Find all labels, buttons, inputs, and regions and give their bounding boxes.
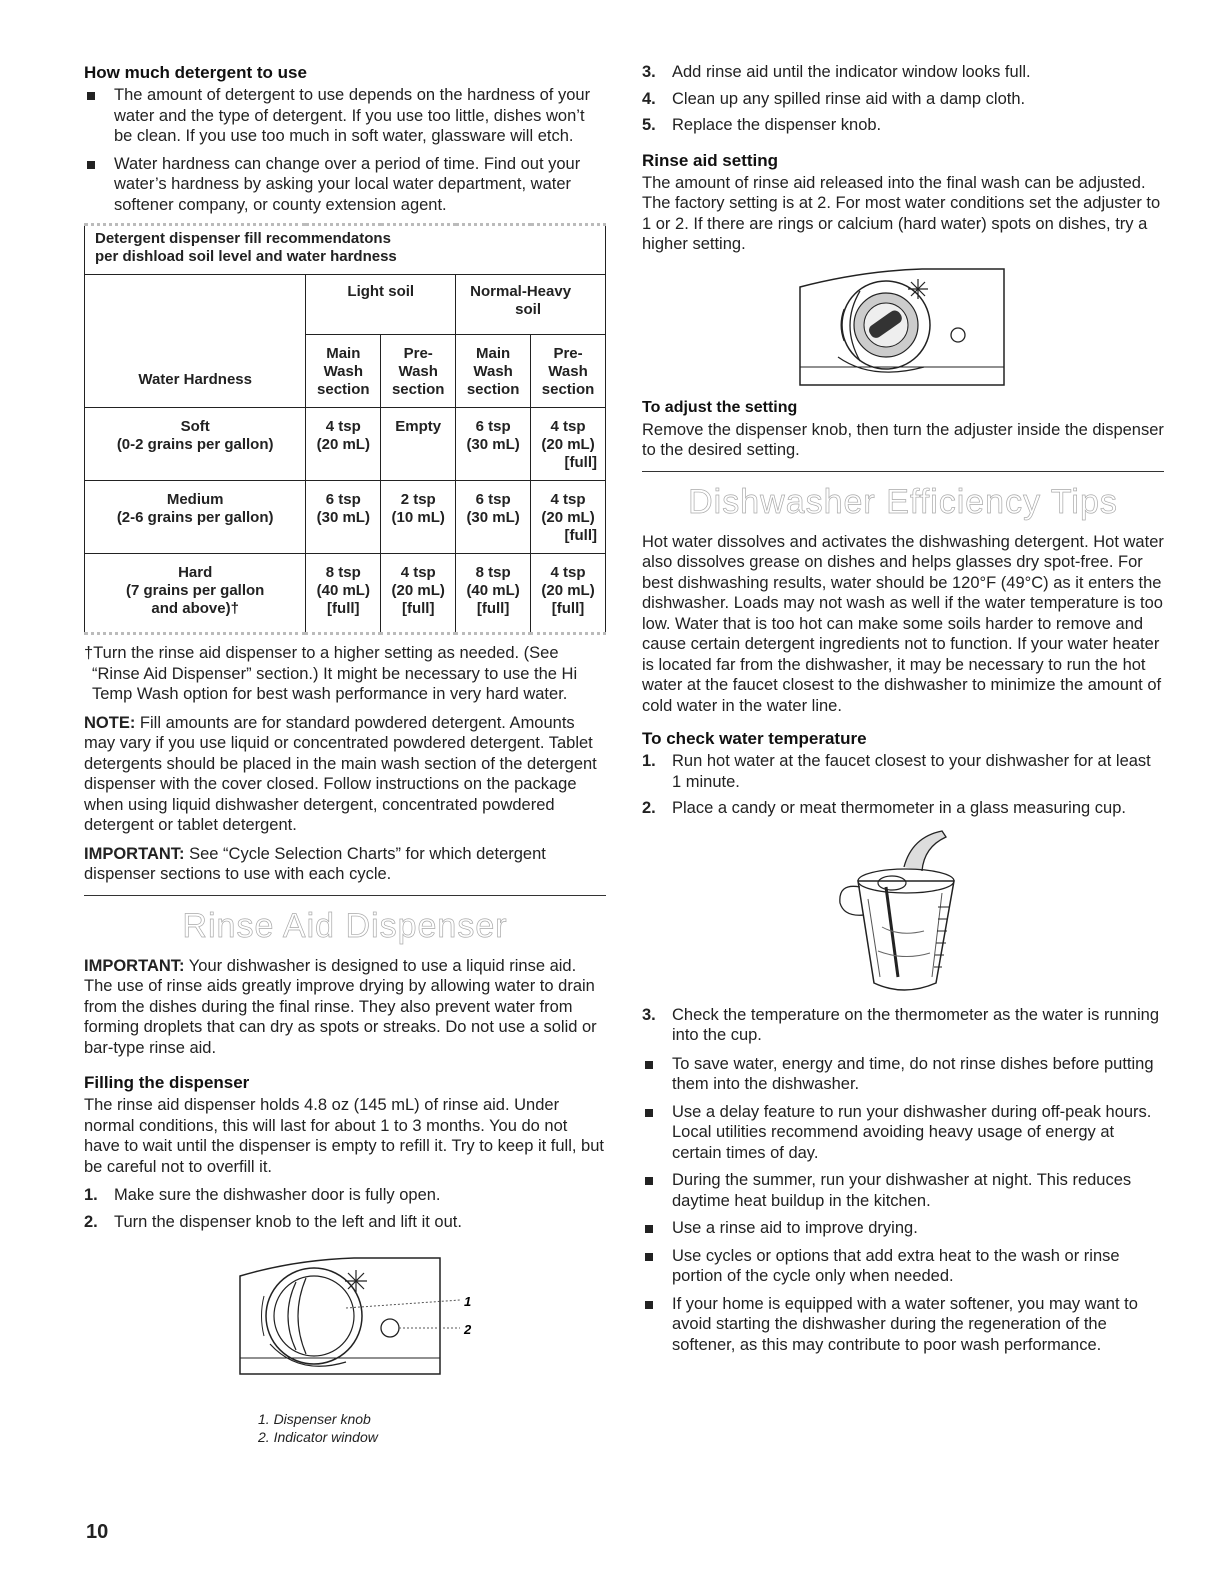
right-column bbox=[642, 62, 1164, 1363]
adjust-setting-paragraph: Remove the dispenser knob, then turn the adjuster inside the dispenser to the desired setting. bbox=[642, 420, 1164, 459]
note-paragraph: NOTE: Fill amounts are for standard powdered detergent. Amounts may vary if you use liquid or concentrated powdered detergent. Tablet detergents should be placed in the main wash section of the detergent dispenser with the cover closed. Follow instructions on the package when using liquid dishwasher detergent, concentrated powdered detergent or tablet detergent. bbox=[84, 713, 597, 834]
sub-header-pre-wash: Pre- Wash section bbox=[381, 335, 456, 408]
rinse-aid-title: Rinse Aid Dispenser bbox=[182, 906, 508, 945]
list-item: Water hardness can change over a period of time. Find out your water’s hardness by asking your local water department, water softener company, or county extension agent. bbox=[84, 154, 606, 216]
detergent-table bbox=[84, 223, 606, 635]
adjust-setting-heading: To adjust the setting bbox=[642, 398, 798, 416]
page-number: 10 bbox=[86, 1521, 109, 1543]
list-item: 2. Turn the dispenser knob to the left and lift it out. bbox=[84, 1212, 462, 1231]
list-item: 1. Run hot water at the faucet closest to your dishwasher for at least 1 minute. bbox=[642, 752, 1151, 791]
table-row bbox=[85, 408, 606, 481]
row-label: Hard (7 grains per gallon and above)† bbox=[85, 554, 306, 634]
table-caption bbox=[85, 225, 606, 275]
callout-2: 2 bbox=[464, 1322, 472, 1337]
filling-steps bbox=[84, 1185, 606, 1232]
left-column bbox=[84, 62, 606, 1446]
thermometer-cup-illustration bbox=[642, 827, 1164, 999]
list-item: 3. Add rinse aid until the indicator window looks full. bbox=[642, 63, 1031, 81]
table-cell: 4 tsp (20 mL) [full] bbox=[381, 554, 456, 634]
list-item: 1. Make sure the dishwasher door is fully open. bbox=[84, 1186, 441, 1204]
rinse-setting-paragraph: The amount of rinse aid released into the final wash can be adjusted. The factory setting is at 2. For most water conditions set the adjuster to 1 or 2. If there are rings or calcium (hard water) spots on dishes, try a higher setting. bbox=[642, 173, 1161, 253]
table-cell: 6 tsp (30 mL) bbox=[456, 408, 531, 481]
list-item: 3. Check the temperature on the thermometer as the water is running into the cup. bbox=[642, 1005, 1159, 1044]
table-caption-line: Detergent dispenser fill recommendatons bbox=[95, 230, 391, 247]
table-cell: 6 tsp (30 mL) bbox=[456, 481, 531, 554]
efficiency-tips-list bbox=[642, 1054, 1164, 1356]
rinse-important-paragraph: IMPORTANT: Your dishwasher is designed to use a liquid rinse aid. The use of rinse aids greatly improve drying by allowing water to drain from the dishes during the final rinse. They also prevent water from forming droplets that can dry as spots or streaks. Do not use a solid or bar-type rinse aid. bbox=[84, 956, 597, 1057]
rinse-setting-heading: Rinse aid setting bbox=[642, 150, 779, 170]
table-row bbox=[85, 481, 606, 554]
table-cell: 8 tsp (40 mL) [full] bbox=[456, 554, 531, 634]
check-temperature-heading: To check water temperature bbox=[642, 729, 867, 748]
check-temperature-steps bbox=[642, 751, 1164, 819]
list-item: If your home is equipped with a water softener, you may want to avoid starting the dishwasher during the regeneration of the softener, as this may contribute to poor wash performance. bbox=[642, 1294, 1164, 1356]
dispenser-knob-illustration bbox=[84, 1246, 606, 1406]
rinse-adjuster-illustration bbox=[642, 263, 1164, 391]
list-item: To save water, energy and time, do not rinse dishes before putting them into the dishwasher. bbox=[642, 1054, 1164, 1095]
list-item: 4. Clean up any spilled rinse aid with a damp cloth. bbox=[642, 89, 1026, 108]
table-cell: 8 tsp (40 mL) [full] bbox=[306, 554, 381, 634]
sub-header-main-wash: Main Wash section bbox=[456, 335, 531, 408]
check-temperature-step3 bbox=[642, 1005, 1164, 1046]
list-item: 5. Replace the dispenser knob. bbox=[642, 116, 882, 134]
water-hardness-header: Water Hardness bbox=[85, 275, 306, 408]
normal-heavy-soil-header: Normal-Heavy soil bbox=[456, 275, 606, 335]
divider bbox=[642, 471, 1164, 472]
efficiency-paragraph: Hot water dissolves and activates the dishwashing detergent. Hot water also dissolves grease on dishes and helps glasses dry spot-free. For best dishwashing results, water should be 120°F (49°C) as it enters the dishwasher. Loads may not wash as well if the water temperature is too low. Water that is too hot can make some soils harder to remove and cause certain detergent ingredients not to function. If your water heater is located far from the dishwasher, it may be necessary to run the hot water at the faucet closest to the dishwasher to minimize the amount of cold water in the water line. bbox=[642, 532, 1164, 715]
filling-paragraph: The rinse aid dispenser holds 4.8 oz (145 mL) of rinse aid. Under normal conditions, this will last for about 1 to 3 months. You do not have to wait until the dispenser is empty to refill it. Try to keep it full, but be careful not to overfill it. bbox=[84, 1096, 604, 1176]
sub-header-pre-wash: Pre- Wash section bbox=[531, 335, 606, 408]
sub-header-main-wash: Main Wash section bbox=[306, 335, 381, 408]
divider bbox=[84, 895, 606, 896]
row-label: Soft (0-2 grains per gallon) bbox=[85, 408, 306, 481]
table-caption-line: per dishload soil level and water hardness bbox=[95, 248, 397, 265]
callout-1: 1 bbox=[464, 1294, 472, 1309]
detergent-heading: How much detergent to use bbox=[84, 63, 307, 82]
table-cell: 4 tsp (20 mL) [full] bbox=[531, 481, 606, 554]
table-cell: Empty bbox=[381, 408, 456, 481]
table-cell: 4 tsp (20 mL) bbox=[306, 408, 381, 481]
list-item: The amount of detergent to use depends on the hardness of your water and the type of detergent. If you use too little, dishes won’t be clean. If you use too much in soft water, glassware will etch. bbox=[84, 85, 606, 147]
row-label: Medium (2-6 grains per gallon) bbox=[85, 481, 306, 554]
light-soil-header: Light soil bbox=[306, 275, 456, 335]
filling-heading: Filling the dispenser bbox=[84, 1073, 250, 1092]
figure-caption-1: 1. Dispenser knob bbox=[258, 1411, 371, 1427]
detergent-bullets bbox=[84, 85, 606, 215]
table-cell: 4 tsp (20 mL) [full] bbox=[531, 408, 606, 481]
rinse-fill-steps bbox=[642, 62, 1164, 136]
table-cell: 6 tsp (30 mL) bbox=[306, 481, 381, 554]
efficiency-tips-title: Dishwasher Efficiency Tips bbox=[688, 482, 1118, 521]
table-row bbox=[85, 554, 606, 634]
table-cell: 4 tsp (20 mL) [full] bbox=[531, 554, 606, 634]
list-item: Use a delay feature to run your dishwasher during off-peak hours. Local utilities recommend avoiding heavy usage of energy at certain times of day. bbox=[642, 1102, 1164, 1164]
figure-caption-2: 2. Indicator window bbox=[258, 1429, 378, 1445]
table-footnote: †Turn the rinse aid dispenser to a higher setting as needed. (See “Rinse Aid Dispenser” section.) It might be necessary to use the Hi Temp Wash option for best wash performance in very hard water. bbox=[84, 644, 578, 703]
important-paragraph: IMPORTANT: See “Cycle Selection Charts” for which detergent dispenser sections to use with each cycle. bbox=[84, 844, 546, 883]
list-item: During the summer, run your dishwasher at night. This reduces daytime heat buildup in the kitchen. bbox=[642, 1170, 1164, 1211]
table-cell: 2 tsp (10 mL) bbox=[381, 481, 456, 554]
list-item: Use a rinse aid to improve drying. bbox=[642, 1218, 1164, 1239]
list-item: 2. Place a candy or meat thermometer in a glass measuring cup. bbox=[642, 799, 1126, 817]
list-item: Use cycles or options that add extra heat to the wash or rinse portion of the cycle only when needed. bbox=[642, 1246, 1164, 1287]
